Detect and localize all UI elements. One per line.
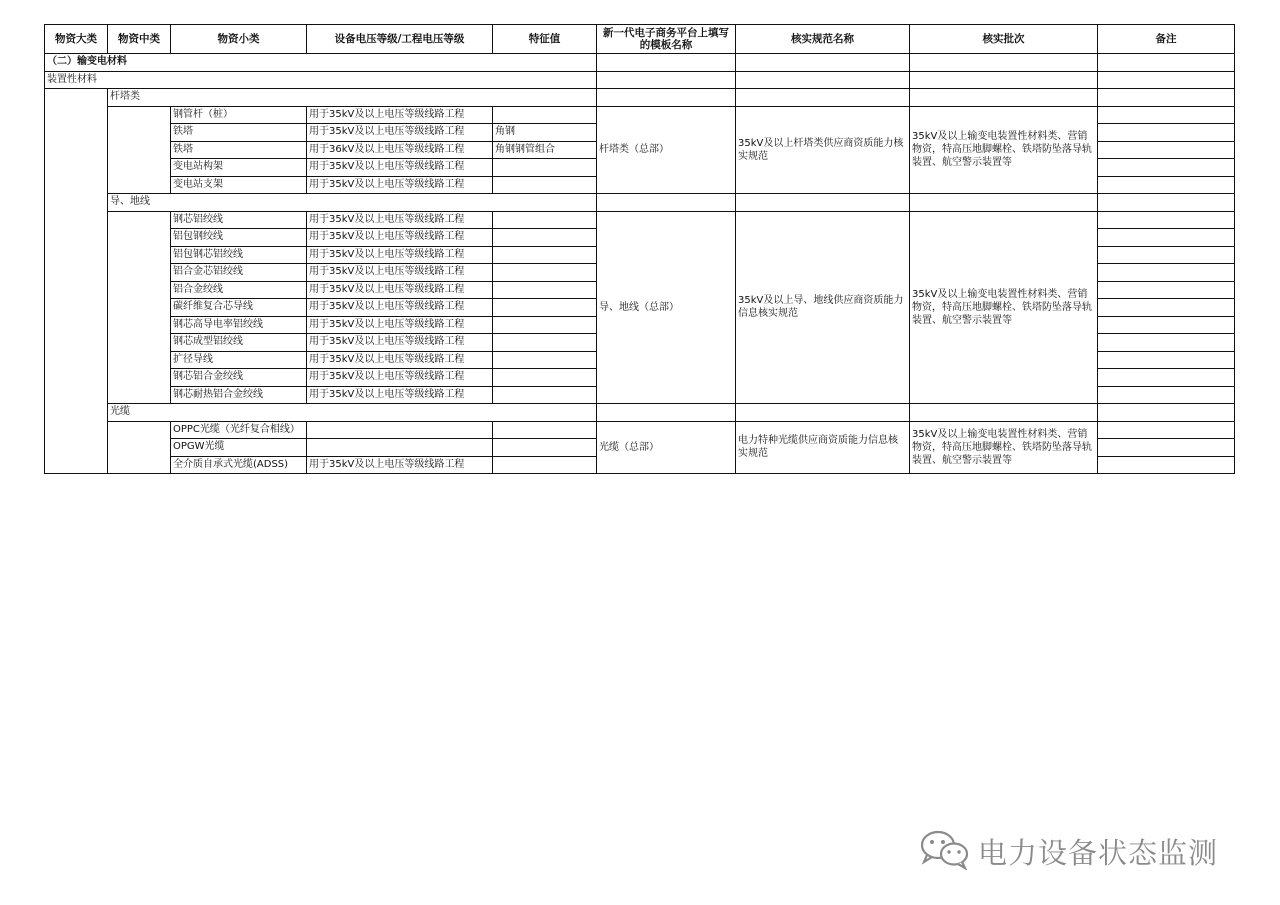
remark-cell [1098,106,1235,124]
group-cell [736,404,910,422]
item-voltage: 用于35kV及以上电压等级线路工程 [307,229,493,247]
section-cell [736,54,910,72]
remark-cell [1098,299,1235,317]
table-body [45,25,1235,474]
item-voltage [307,421,493,439]
item-name: OPPC光缆（光纤复合相线） [171,421,307,439]
remark-cell [1098,264,1235,282]
watermark [918,828,1218,874]
group-cell [910,89,1098,107]
remark-cell [1098,351,1235,369]
item-name: 扩径导线 [171,351,307,369]
item-feature: 角钢 [493,124,597,142]
table-row [45,211,1235,229]
remark-cell [1098,229,1235,247]
item-name: 钢芯耐热铝合金绞线 [171,386,307,404]
spec-name: 35kV及以上杆塔类供应商资质能力核实规范 [736,106,910,194]
watermark-text: 电力设备状态监测 [978,835,1219,870]
group-cell [910,194,1098,212]
item-voltage: 用于35kV及以上电压等级线路工程 [307,316,493,334]
header-spec: 核实规范名称 [736,25,910,54]
remark-cell [1098,439,1235,457]
item-voltage: 用于35kV及以上电压等级线路工程 [307,246,493,264]
item-name: 钢芯铝合金绞线 [171,369,307,387]
item-feature [493,369,597,387]
major-cell [1098,71,1235,89]
item-feature [493,334,597,352]
wechat-icon [918,828,972,874]
item-feature [493,246,597,264]
group-row [45,89,1235,107]
item-voltage: 用于36kV及以上电压等级线路工程 [307,141,493,159]
item-feature [493,281,597,299]
group-row [45,404,1235,422]
header-feature: 特征值 [493,25,597,54]
item-name: 铝合金芯铝绞线 [171,264,307,282]
remark-cell [1098,176,1235,194]
item-feature [493,439,597,457]
item-voltage: 用于35kV及以上电压等级线路工程 [307,176,493,194]
middle-blank [108,211,171,404]
item-feature [493,299,597,317]
item-voltage: 用于35kV及以上电压等级线路工程 [307,211,493,229]
item-name: 钢芯铝绞线 [171,211,307,229]
group-cell [1098,89,1235,107]
remark-cell [1098,281,1235,299]
remark-cell [1098,456,1235,474]
item-name: 变电站构架 [171,159,307,177]
remark-cell [1098,141,1235,159]
item-feature [493,386,597,404]
item-name: 碳纤维复合芯导线 [171,299,307,317]
item-name: 钢管杆（桩） [171,106,307,124]
table-row [45,106,1235,124]
item-voltage: 用于35kV及以上电压等级线路工程 [307,456,493,474]
major-cell [597,71,736,89]
major-category: 装置性材料 [45,71,597,89]
template-name: 杆塔类（总部） [597,106,736,194]
item-feature [493,421,597,439]
group-name: 导、地线 [108,194,597,212]
item-name: 变电站支架 [171,176,307,194]
section-cell [910,54,1098,72]
remark-cell [1098,124,1235,142]
group-cell [736,194,910,212]
header-middle: 物资中类 [108,25,171,54]
item-name: 铝包钢芯铝绞线 [171,246,307,264]
item-feature [493,106,597,124]
item-name: 全介质自承式光缆(ADSS) [171,456,307,474]
group-name: 杆塔类 [108,89,597,107]
remark-cell [1098,334,1235,352]
item-voltage: 用于35kV及以上电压等级线路工程 [307,124,493,142]
section-title: （二）输变电材料 [45,54,597,72]
item-voltage [307,439,493,457]
group-cell [1098,404,1235,422]
remark-cell [1098,159,1235,177]
remark-cell [1098,369,1235,387]
item-name: 铝包钢绞线 [171,229,307,247]
batch-name: 35kV及以上输变电装置性材料类、营销物资，特高压地脚螺栓、铁塔防坠落导轨装置、航空警示装置等 [910,421,1098,474]
template-name: 光缆（总部） [597,421,736,474]
section-cell [597,54,736,72]
major-cell [910,71,1098,89]
header-voltage: 设备电压等级/工程电压等级 [307,25,493,54]
item-feature [493,264,597,282]
remark-cell [1098,211,1235,229]
group-cell [910,404,1098,422]
batch-name: 35kV及以上输变电装置性材料类、营销物资，特高压地脚螺栓、铁塔防坠落导轨装置、航空警示装置等 [910,211,1098,404]
spec-name: 电力特种光缆供应商资质能力信息核实规范 [736,421,910,474]
item-voltage: 用于35kV及以上电压等级线路工程 [307,334,493,352]
item-feature [493,316,597,334]
item-feature: 角钢钢管组合 [493,141,597,159]
item-voltage: 用于35kV及以上电压等级线路工程 [307,369,493,387]
item-name: OPGW光缆 [171,439,307,457]
item-voltage: 用于35kV及以上电压等级线路工程 [307,159,493,177]
item-voltage: 用于35kV及以上电压等级线路工程 [307,299,493,317]
group-row [45,194,1235,212]
section-cell [1098,54,1235,72]
item-feature [493,229,597,247]
section-row [45,54,1235,72]
item-feature [493,176,597,194]
item-feature [493,456,597,474]
item-voltage: 用于35kV及以上电压等级线路工程 [307,281,493,299]
table-row [45,421,1235,439]
group-cell [736,89,910,107]
header-row [45,25,1235,54]
group-cell [597,404,736,422]
group-cell [1098,194,1235,212]
item-voltage: 用于35kV及以上电压等级线路工程 [307,264,493,282]
middle-blank [108,421,171,474]
header-minor: 物资小类 [171,25,307,54]
batch-name: 35kV及以上输变电装置性材料类、营销物资，特高压地脚螺栓、铁塔防坠落导轨装置、航空警示装置等 [910,106,1098,194]
middle-blank [108,106,171,194]
group-name: 光缆 [108,404,597,422]
item-name: 钢芯成型铝绞线 [171,334,307,352]
header-template: 新一代电子商务平台上填写的模板名称 [597,25,736,54]
group-cell [597,194,736,212]
major-blank [45,89,108,474]
major-cell [736,71,910,89]
remark-cell [1098,421,1235,439]
remark-cell [1098,386,1235,404]
major-category-row [45,71,1235,89]
spec-name: 35kV及以上导、地线供应商资质能力信息核实规范 [736,211,910,404]
item-feature [493,351,597,369]
item-feature [493,211,597,229]
header-major: 物资大类 [45,25,108,54]
remark-cell [1098,316,1235,334]
item-voltage: 用于35kV及以上电压等级线路工程 [307,351,493,369]
item-name: 钢芯高导电率铝绞线 [171,316,307,334]
remark-cell [1098,246,1235,264]
item-voltage: 用于35kV及以上电压等级线路工程 [307,386,493,404]
header-batch: 核实批次 [910,25,1098,54]
material-table [44,24,1235,474]
header-remark: 备注 [1098,25,1235,54]
item-name: 铝合金绞线 [171,281,307,299]
item-voltage: 用于35kV及以上电压等级线路工程 [307,106,493,124]
template-name: 导、地线（总部） [597,211,736,404]
item-feature [493,159,597,177]
item-name: 铁塔 [171,141,307,159]
group-cell [597,89,736,107]
item-name: 铁塔 [171,124,307,142]
